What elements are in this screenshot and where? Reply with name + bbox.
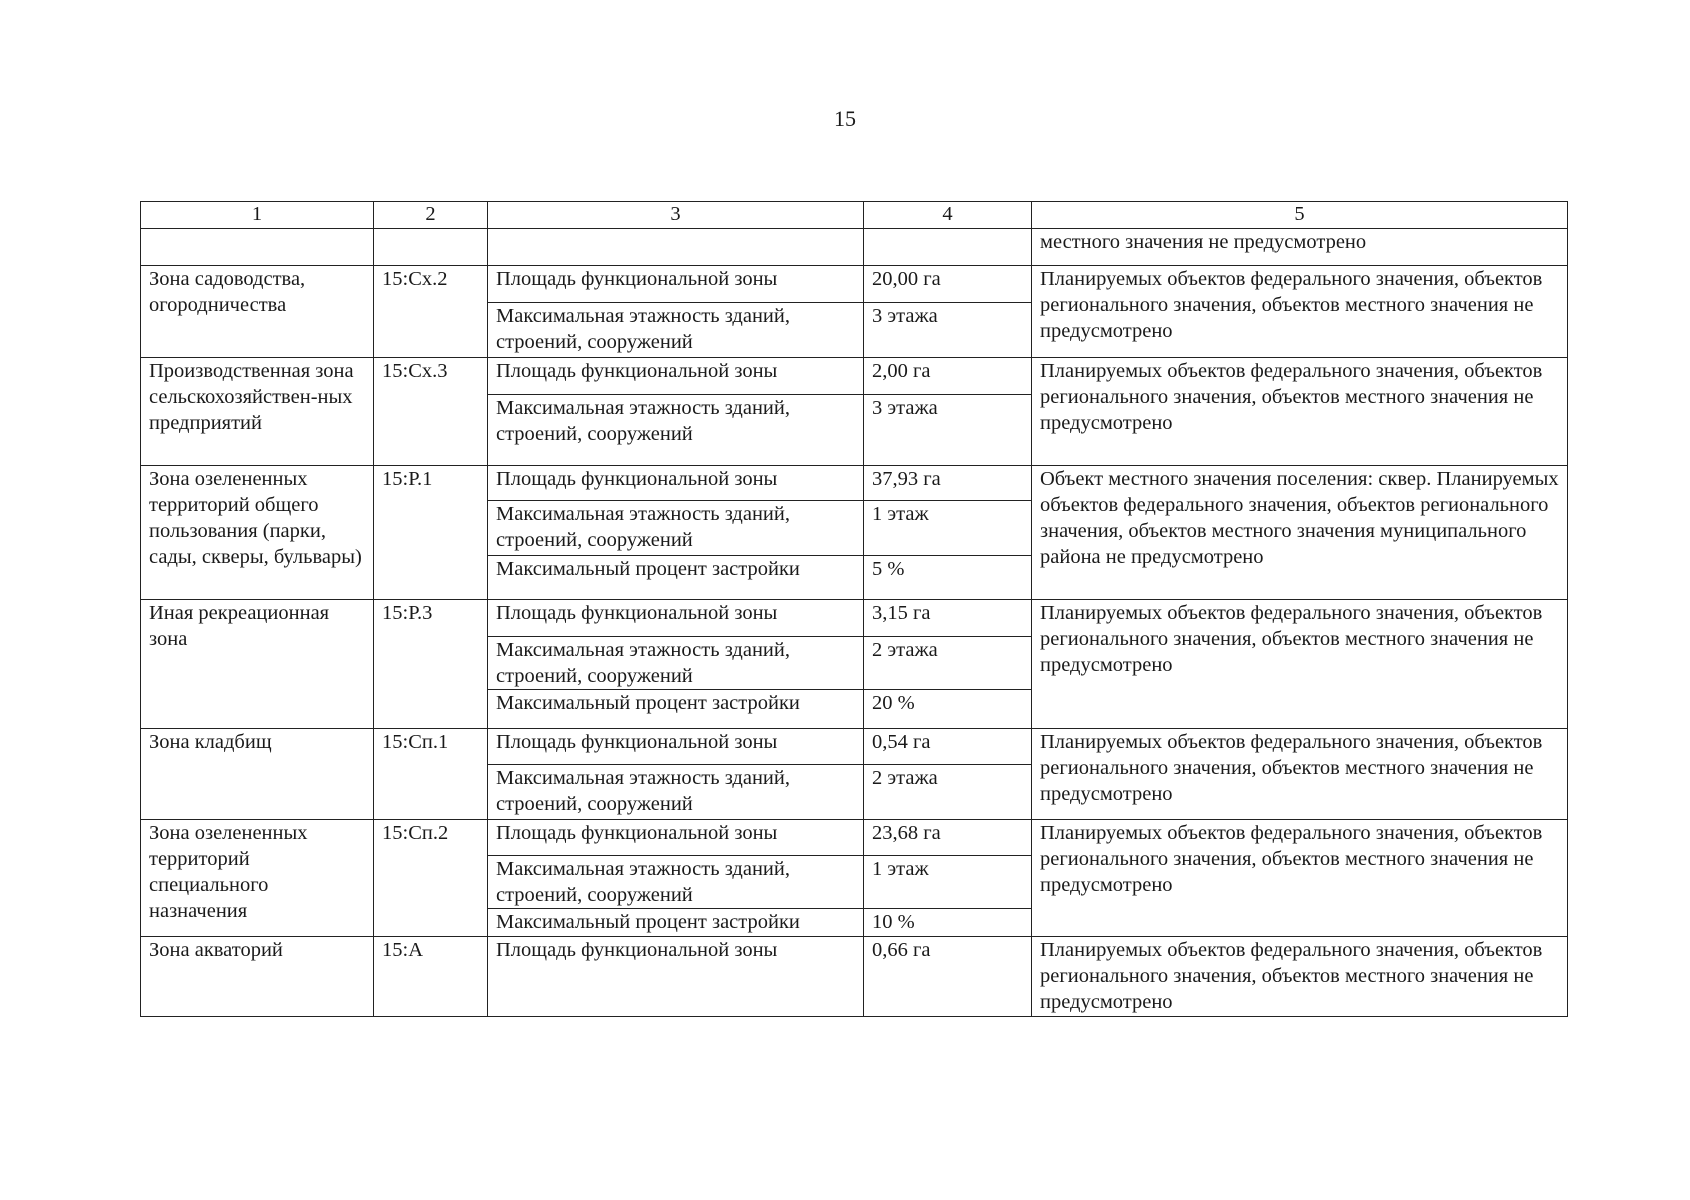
value-cell: 3 этажа	[864, 395, 1032, 466]
zone-cell: Зона садоводства, огородничества	[141, 266, 374, 358]
column-header-4: 4	[864, 202, 1032, 229]
value-cell: 2 этажа	[864, 637, 1032, 690]
table-row-continuation	[141, 229, 1568, 266]
column-header-1: 1	[141, 202, 374, 229]
indicator-cell: Максимальный процент застройки	[488, 909, 864, 937]
code-cell: 15:А	[374, 937, 488, 1017]
zone-cell: Зона озелененных территорий общего пользования (парки, сады, скверы, бульвары)	[141, 466, 374, 600]
indicator-cell	[488, 229, 864, 266]
indicator-cell: Максимальная этажность зданий, строений, сооружений	[488, 765, 864, 820]
note-cell: Планируемых объектов федерального значения, объектов регионального значения, объектов местного значения не предусмотрено	[1032, 358, 1568, 466]
indicator-cell: Максимальная этажность зданий, строений, сооружений	[488, 501, 864, 556]
code-cell: 15:Сх.3	[374, 358, 488, 466]
value-cell	[864, 229, 1032, 266]
note-cell: Планируемых объектов федерального значения, объектов регионального значения, объектов местного значения не предусмотрено	[1032, 600, 1568, 729]
zone-cell: Иная рекреационная зона	[141, 600, 374, 729]
code-cell	[374, 229, 488, 266]
indicator-cell: Максимальная этажность зданий, строений, сооружений	[488, 856, 864, 909]
note-cell: Планируемых объектов федерального значения, объектов регионального значения, объектов местного значения не предусмотрено	[1032, 729, 1568, 820]
functional-zones-table	[140, 201, 1568, 1017]
note-cell: Планируемых объектов федерального значения, объектов регионального значения, объектов местного значения не предусмотрено	[1032, 820, 1568, 937]
zone-cell	[141, 229, 374, 266]
value-cell: 37,93 га	[864, 466, 1032, 501]
code-cell: 15:Р.1	[374, 466, 488, 600]
zone-cell: Зона кладбищ	[141, 729, 374, 820]
indicator-cell: Максимальная этажность зданий, строений, сооружений	[488, 637, 864, 690]
note-cell: Объект местного значения поселения: сквер. Планируемых объектов федерального значения, объектов регионального значения, объектов местного значения муниципального района не предусмотрено	[1032, 466, 1568, 600]
value-cell: 2 этажа	[864, 765, 1032, 820]
code-cell: 15:Сп.2	[374, 820, 488, 937]
value-cell: 1 этаж	[864, 856, 1032, 909]
value-cell: 2,00 га	[864, 358, 1032, 395]
indicator-cell: Площадь функциональной зоны	[488, 729, 864, 765]
value-cell: 0,54 га	[864, 729, 1032, 765]
code-cell: 15:Сп.1	[374, 729, 488, 820]
table-row	[141, 937, 1568, 1017]
zone-cell: Зона акваторий	[141, 937, 374, 1017]
table-row	[141, 358, 1568, 395]
indicator-cell: Площадь функциональной зоны	[488, 358, 864, 395]
indicator-cell: Площадь функциональной зоны	[488, 466, 864, 501]
value-cell: 20,00 га	[864, 266, 1032, 303]
value-cell: 5 %	[864, 556, 1032, 600]
value-cell: 0,66 га	[864, 937, 1032, 1017]
value-cell: 1 этаж	[864, 501, 1032, 556]
indicator-cell: Максимальная этажность зданий, строений, сооружений	[488, 395, 864, 466]
column-header-3: 3	[488, 202, 864, 229]
note-cell: Планируемых объектов федерального значения, объектов регионального значения, объектов местного значения не предусмотрено	[1032, 937, 1568, 1017]
value-cell: 3,15 га	[864, 600, 1032, 637]
indicator-cell: Площадь функциональной зоны	[488, 600, 864, 637]
indicator-cell: Площадь функциональной зоны	[488, 266, 864, 303]
table-row	[141, 266, 1568, 303]
column-header-2: 2	[374, 202, 488, 229]
table-row	[141, 600, 1568, 637]
table-header-row	[141, 202, 1568, 229]
value-cell: 23,68 га	[864, 820, 1032, 856]
value-cell: 10 %	[864, 909, 1032, 937]
indicator-cell: Максимальный процент застройки	[488, 690, 864, 729]
column-header-5: 5	[1032, 202, 1568, 229]
zone-cell: Зона озелененных территорий специального назначения	[141, 820, 374, 937]
table-row	[141, 820, 1568, 856]
note-cell: местного значения не предусмотрено	[1032, 229, 1568, 266]
indicator-cell: Максимальная этажность зданий, строений, сооружений	[488, 303, 864, 358]
indicator-cell: Максимальный процент застройки	[488, 556, 864, 600]
note-cell: Планируемых объектов федерального значения, объектов регионального значения, объектов местного значения не предусмотрено	[1032, 266, 1568, 358]
value-cell: 20 %	[864, 690, 1032, 729]
code-cell: 15:Сх.2	[374, 266, 488, 358]
page-number: 15	[834, 106, 856, 131]
table-row	[141, 729, 1568, 765]
code-cell: 15:Р.3	[374, 600, 488, 729]
indicator-cell: Площадь функциональной зоны	[488, 937, 864, 1017]
indicator-cell: Площадь функциональной зоны	[488, 820, 864, 856]
table-row	[141, 466, 1568, 501]
value-cell: 3 этажа	[864, 303, 1032, 358]
zone-cell: Производственная зона сельскохозяйствен-ных предприятий	[141, 358, 374, 466]
